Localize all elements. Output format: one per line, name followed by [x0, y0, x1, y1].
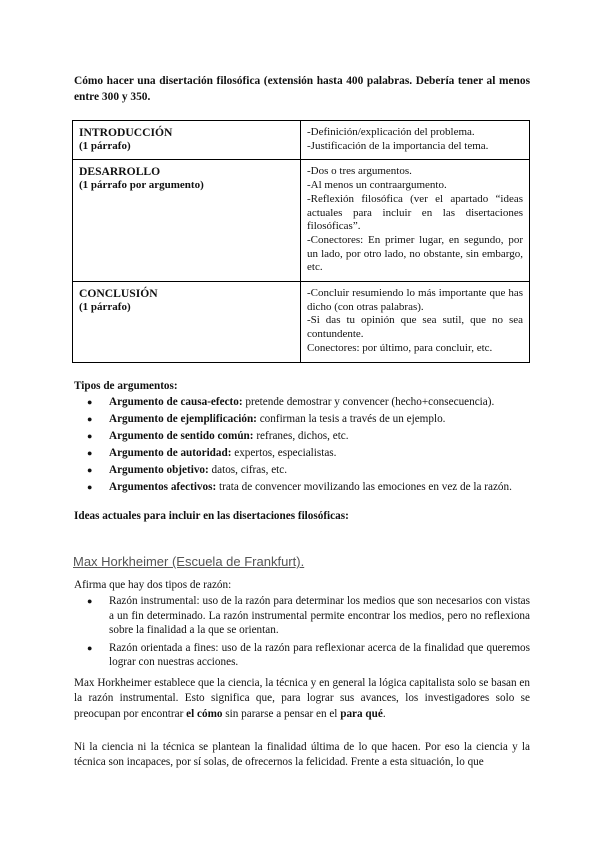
table-cell-section	[73, 282, 301, 363]
reason-description: Razón orientada a fines: uso de la razón para reflexionar acerca de la finalidad que queremos lograr con nuestras acciones.	[109, 641, 530, 669]
content-line: -Justificación de la importancia del tema.	[307, 139, 489, 152]
list-item	[72, 412, 530, 427]
table-cell-content	[301, 282, 530, 363]
content-line: -Conectores: En primer lugar, en segundo, por un lado, por otro lado, no obstante, sin embargo, etc.	[307, 233, 523, 274]
argument-description: refranes, dichos, etc.	[253, 429, 349, 442]
list-item	[72, 480, 530, 495]
bullet-icon: ●	[87, 413, 93, 424]
section-title: DESARROLLO	[79, 165, 161, 179]
argument-description: pretende demostrar y convencer (hecho+consecuencia).	[242, 396, 495, 408]
list-item	[72, 594, 530, 638]
list-item	[72, 395, 530, 410]
table-cell-section	[73, 121, 301, 160]
content-line: Conectores: por último, para concluir, etc.	[307, 341, 493, 354]
section-title: CONCLUSIÓN	[79, 287, 158, 301]
table-cell-content	[301, 160, 530, 282]
argument-description: trata de convencer movilizando las emociones en vez de la razón.	[216, 480, 512, 493]
content-line: -Si das tu opinión que sea sutil, que no sea contundente.	[307, 314, 523, 341]
table-row	[73, 121, 530, 160]
intro-heading: Cómo hacer una disertación filosófica (extensión hasta 400 palabras. Debería tener al menos entre 300 y 350.	[74, 75, 530, 103]
paragraph-text: .	[382, 707, 386, 720]
argument-term: Argumento de causa-efecto:	[109, 396, 243, 408]
argument-description: datos, cifras, etc.	[208, 463, 288, 476]
content-line: -Reflexión filosófica (ver el apartado “ideas actuales para incluir en las disertaciones filosóficas”.	[307, 192, 523, 233]
section-subtitle: (1 párrafo)	[79, 300, 131, 313]
argument-term: Argumento de sentido común:	[109, 429, 254, 442]
bullet-icon: ●	[87, 596, 93, 606]
horkheimer-paragraph	[74, 676, 530, 722]
content-line: -Concluir resumiendo lo más importante que has dicho (con otras palabras).	[307, 287, 523, 313]
section-subtitle: (1 párrafo)	[79, 139, 131, 152]
table-row	[73, 160, 530, 282]
section-title: INTRODUCCIÓN	[79, 126, 173, 139]
paragraph-text: Max Horkheimer establece que la ciencia, la técnica y en general la lógica capitalista solo se basan en la razón instrumental. Esto significa que, para lograr sus avances, los investigadores solo se preocupan por encontrar	[74, 677, 530, 720]
section-subtitle: (1 párrafo por argumento)	[79, 179, 204, 192]
bullet-icon: ●	[87, 464, 93, 475]
argument-term: Argumento de autoridad:	[109, 446, 232, 459]
content-line: -Definición/explicación del problema.	[307, 126, 475, 138]
argument-term: Argumento objetivo:	[109, 463, 209, 476]
table-cell-section	[73, 160, 301, 282]
list-item	[72, 463, 530, 478]
bullet-icon: ●	[87, 430, 93, 441]
horkheimer-lead: Afirma que hay dos tipos de razón:	[74, 579, 232, 591]
bullet-icon: ●	[87, 481, 93, 492]
argument-term: Argumentos afectivos:	[109, 480, 217, 493]
arguments-list	[72, 395, 530, 497]
argument-description: confirman la tesis a través de un ejemplo.	[256, 412, 446, 425]
argument-term: Argumento de ejemplificación:	[109, 412, 257, 425]
paragraph-text: sin pararse a pensar en el	[222, 707, 341, 720]
table-row	[73, 282, 530, 363]
list-item	[72, 429, 530, 444]
emphasis-text: el cómo	[186, 707, 223, 720]
table-cell-content	[301, 121, 530, 160]
content-line: -Dos o tres argumentos.	[307, 165, 412, 178]
content-line: -Al menos un contraargumento.	[307, 179, 447, 192]
arguments-heading: Tipos de argumentos:	[74, 380, 178, 392]
emphasis-text: para qué	[340, 707, 383, 720]
structure-table	[72, 120, 530, 363]
horkheimer-paragraph-continued: Ni la ciencia ni la técnica se plantean la finalidad última de lo que hacen. Por eso la ciencia y la técnica son incapaces, por sí solas, de ofrecernos la felicidad. Frente a esta situación, lo que	[74, 741, 530, 769]
argument-description: expertos, especialistas.	[231, 446, 337, 459]
reason-types-list	[72, 594, 530, 673]
bullet-icon: ●	[87, 642, 93, 653]
list-item	[72, 446, 530, 461]
horkheimer-heading: Max Horkheimer (Escuela de Frankfurt).	[73, 554, 305, 569]
paragraph-clip	[0, 730, 600, 770]
reason-description: Razón instrumental: uso de la razón para determinar los medios que son necesarios con vistas a un fin determinado. La razón instrumental permite encontrar los medios, pero no reflexiona sobre la finalidad a la que se orientan.	[109, 595, 530, 637]
bullet-icon: ●	[87, 397, 93, 407]
list-item	[72, 641, 530, 670]
ideas-heading: Ideas actuales para incluir en las disertaciones filosóficas:	[74, 510, 349, 522]
bullet-icon: ●	[87, 447, 93, 458]
